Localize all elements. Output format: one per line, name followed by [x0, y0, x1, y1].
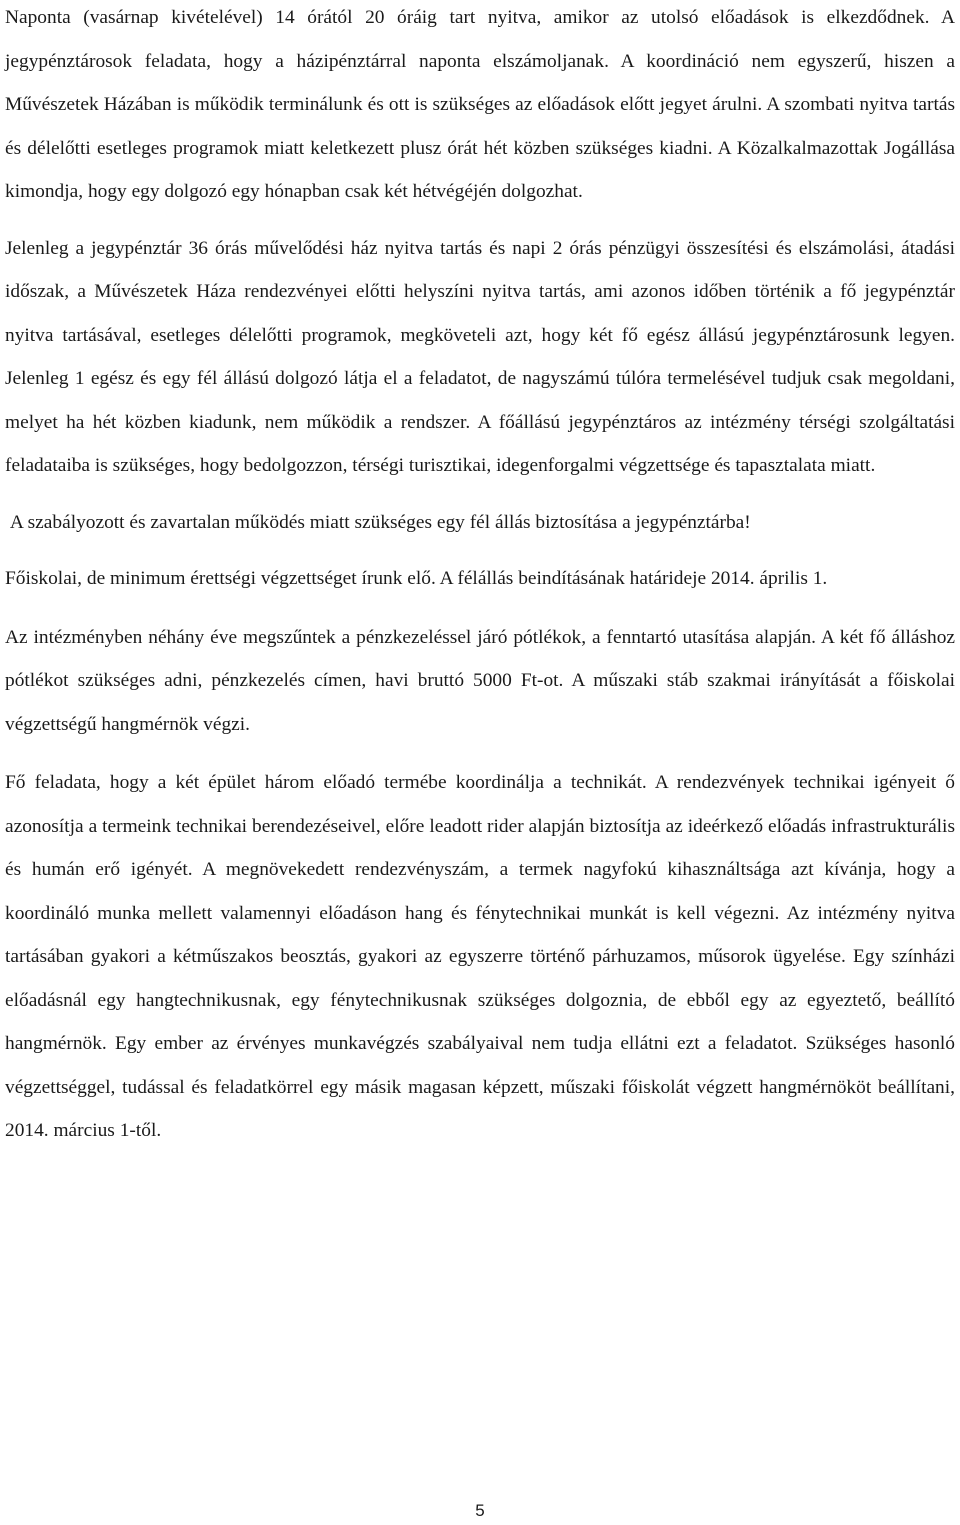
paragraph-ticket-office-staffing: Jelenleg a jegypénztár 36 órás művelődési ház nyitva tartás és napi 2 órás pénzügyi összesítési és elszámolási, átadási időszak, a Művészetek Háza rendezvényei előtti helyszíni nyitva tartás, ami azonos időben történik a fő jegypénztár nyitva tartásával, esetleges délelőtti programok, megköveteli azt, hogy két fő egész állású jegypénztárosunk legyen. Jelenleg 1 egész és egy fél állású dolgozó látja el a feladatot, de nagyszámú túlóra termelésével tudjuk csak megoldani, melyet ha hét közben kiadunk, nem működik a rendszer. A főállású jegypénztáros az intézmény térségi szolgáltatási feladataiba is szükséges, hogy bedolgozzon, térségi turisztikai, idegenforgalmi végzettsége és tapasztalata miatt. [5, 237, 955, 476]
paragraph-ticket-office-hours: Naponta (vasárnap kivételével) 14 órától 20 óráig tart nyitva, amikor az utolsó előadások is elkezdődnek. A jegypénztárosok feladata, hogy a házipénztárral naponta elszámoljanak. A koordináció nem egyszerű, hiszen a Művészetek Házában is működik terminálunk és ott is szükséges az előadások előtt jegyet árulni. A szombati nyitva tartás és délelőtti esetleges programok miatt keletkezett plusz órát hét közben szükséges kiadni. A Közalkalmazottak Jogállása kimondja, hogy egy dolgozó egy hónapban csak két hétvégéjén dolgozhat. [5, 7, 955, 202]
paragraph-qualification-deadline: Főiskolai, de minimum érettségi végzettséget írunk elő. A félállás beindításának határideje 2014. április 1. [5, 568, 828, 589]
paragraph-half-position-request: A szabályozott és zavartalan működés miatt szükséges egy fél állás biztosítása a jegypénztárba! [5, 511, 751, 533]
paragraph-technical-staff: Fő feladata, hogy a két épület három előadó termébe koordinálja a technikát. A rendezvények technikai igényeit ő azonosítja a termeink technikai berendezéseivel, előre leadott rider alapján biztosítja az ideérkező előadás infrastrukturális és humán erő igényét. A megnövekedett rendezvényszám, a termek nagyfokú kihasználtsága azt kívánja, hogy a koordináló munka mellett valamennyi előadáson hang és fénytechnikai munkát is kell végezni. Az intézmény nyitva tartásában gyakori a kétműszakos beosztás, gyakori az egyszerre történő párhuzamos, műsorok ügyelése. Egy színházi előadásnál egy hangtechnikusnak, egy fénytechnikusnak szükséges dolgoznia, de ebből egy az egyeztető, beállító hangmérnök. Egy ember az érvényes munkavégzés szabályaival nem tudja ellátni ezt a feladatot. Szükséges hasonló végzettséggel, tudással és feladatkörrel egy másik magasan képzett, műszaki főiskolát végzett hangmérnököt beállítani, 2014. március 1-től. [5, 772, 955, 1141]
page-number: 5 [475, 1501, 485, 1520]
paragraph-cash-handling-allowance: Az intézményben néhány éve megszűntek a pénzkezeléssel járó pótlékok, a fenntartó utasítása alapján. A két fő álláshoz pótlékot szükséges adni, pénzkezelés címen, havi bruttó 5000 Ft-ot. A műszaki stáb szakmai irányítását a főiskolai végzettségű hangmérnök végzi. [5, 626, 955, 735]
document-page [5, 0, 955, 1153]
